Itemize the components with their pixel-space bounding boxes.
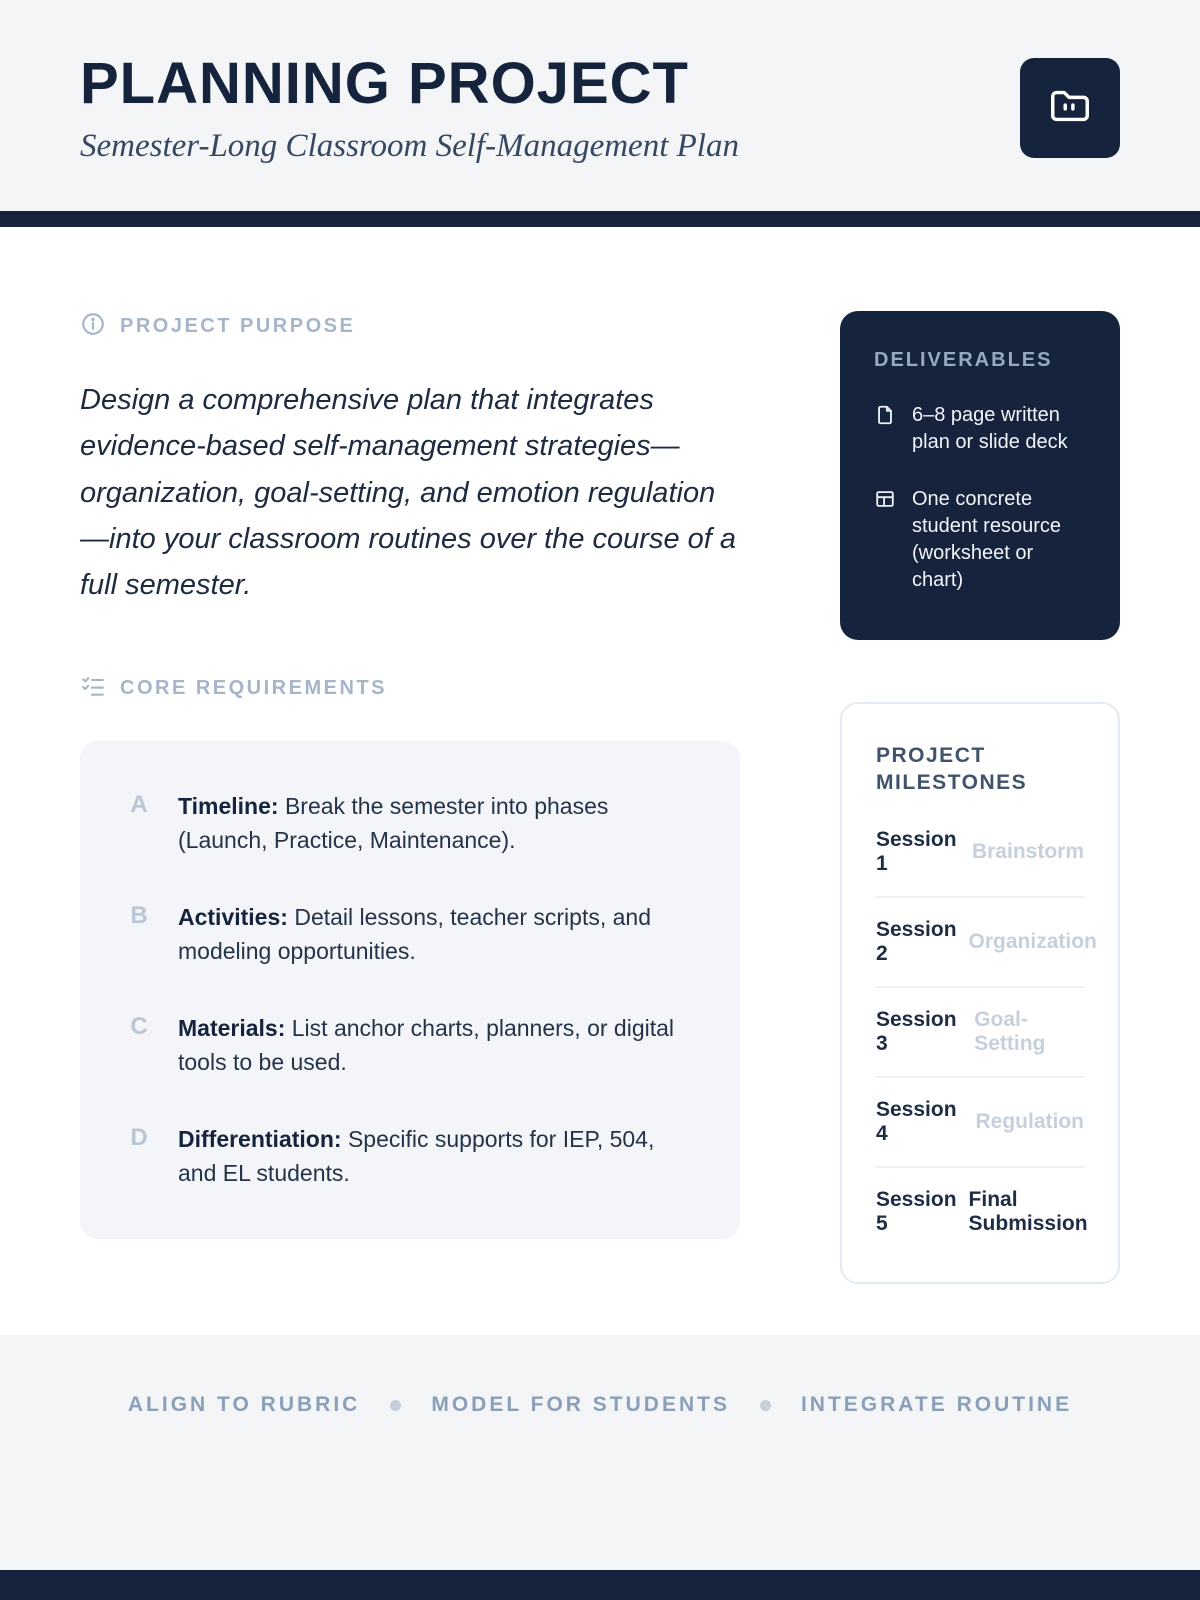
deliverable-text: One concrete student resource (worksheet or chart) [912, 487, 1061, 591]
footer-tagline-row [0, 1393, 1200, 1417]
deliverables-card [840, 311, 1120, 640]
milestone-session: Session 1 [876, 828, 957, 876]
milestones-label: PROJECT MILESTONES [876, 743, 1028, 795]
requirement-item [122, 789, 698, 858]
milestone-row [876, 988, 1084, 1078]
milestone-row [876, 808, 1084, 898]
dot-separator [760, 1400, 771, 1411]
footer-item-align-to-rubric: ALIGN TO RUBRIC [127, 1393, 361, 1416]
bottom-accent-bar [0, 1570, 1200, 1600]
milestone-row [876, 898, 1097, 988]
right-column [840, 311, 1120, 1335]
requirement-text [178, 1011, 698, 1080]
left-column [80, 311, 740, 1335]
milestone-session: Session 3 [876, 1008, 957, 1056]
requirement-key: A [130, 790, 148, 818]
milestone-activity: Organization [968, 930, 1097, 954]
purpose-paragraph: Design a comprehensive plan that integrates evidence-based self-management strategies—organization, goal-setting, and emotion regulation—into your classroom routines over the course of a full semester. [80, 383, 737, 602]
requirement-term: Differentiation: [178, 1125, 342, 1152]
checklist-icon [80, 673, 106, 705]
folder-icon [1047, 83, 1093, 134]
requirement-text [178, 1122, 698, 1191]
page-subtitle: Semester-Long Classroom Self-Management Plan [80, 127, 739, 164]
dot-separator [390, 1400, 401, 1411]
requirement-item [122, 1122, 698, 1191]
requirement-desc: Detail lessons, teacher scripts, and modeling opportunities. [178, 903, 651, 965]
requirement-item [122, 1011, 698, 1080]
milestone-session: Session 4 [876, 1098, 957, 1146]
milestone-activity: Brainstorm [971, 840, 1084, 864]
folder-badge [1020, 58, 1120, 158]
requirements-card [80, 741, 740, 1239]
project-purpose-label [80, 311, 740, 343]
milestone-activity: Regulation [975, 1110, 1084, 1134]
requirement-term: Activities: [178, 903, 288, 930]
requirement-text [178, 789, 698, 858]
milestones-card [840, 702, 1120, 1285]
deliverables-label: DELIVERABLES [874, 348, 1053, 371]
milestone-activity: Goal-Setting [974, 1008, 1046, 1056]
milestone-session: Session 5 [876, 1188, 957, 1236]
requirement-desc: Specific supports for IEP, 504, and EL students. [178, 1125, 655, 1187]
project-purpose-label-text: PROJECT PURPOSE [120, 315, 356, 338]
deliverable-text: 6–8 page written plan or slide deck [912, 403, 1068, 453]
info-icon [80, 311, 106, 343]
requirement-text [178, 900, 698, 969]
requirement-item [122, 900, 698, 969]
page-header [0, 0, 1200, 211]
page-title: PLANNING PROJECT [80, 51, 689, 116]
deliverable-item [874, 402, 1086, 456]
deliverable-item [874, 486, 1086, 594]
milestone-activity: Final Submission [968, 1188, 1088, 1236]
core-requirements-label [80, 673, 740, 705]
milestone-row [876, 1168, 1088, 1256]
table-icon [874, 486, 896, 594]
milestone-row [876, 1078, 1084, 1168]
requirement-term: Timeline: [178, 792, 279, 819]
header-divider-bar [0, 211, 1200, 227]
footer-item-integrate-routine: INTEGRATE ROUTINE [800, 1393, 1073, 1416]
milestone-session: Session 2 [876, 918, 957, 966]
footer-item-model-for-students: MODEL FOR STUDENTS [431, 1393, 730, 1416]
requirement-key: C [130, 1012, 148, 1040]
requirement-key: B [130, 901, 148, 929]
requirement-key: D [130, 1123, 148, 1151]
file-icon [874, 402, 896, 456]
requirement-desc: List anchor charts, planners, or digital tools to be used. [178, 1014, 675, 1076]
requirement-term: Materials: [178, 1014, 286, 1041]
main-content [0, 227, 1200, 1335]
core-requirements-label-text: CORE REQUIREMENTS [120, 677, 387, 700]
footer [0, 1335, 1200, 1570]
requirement-desc: Break the semester into phases (Launch, Practice, Maintenance). [178, 792, 609, 854]
